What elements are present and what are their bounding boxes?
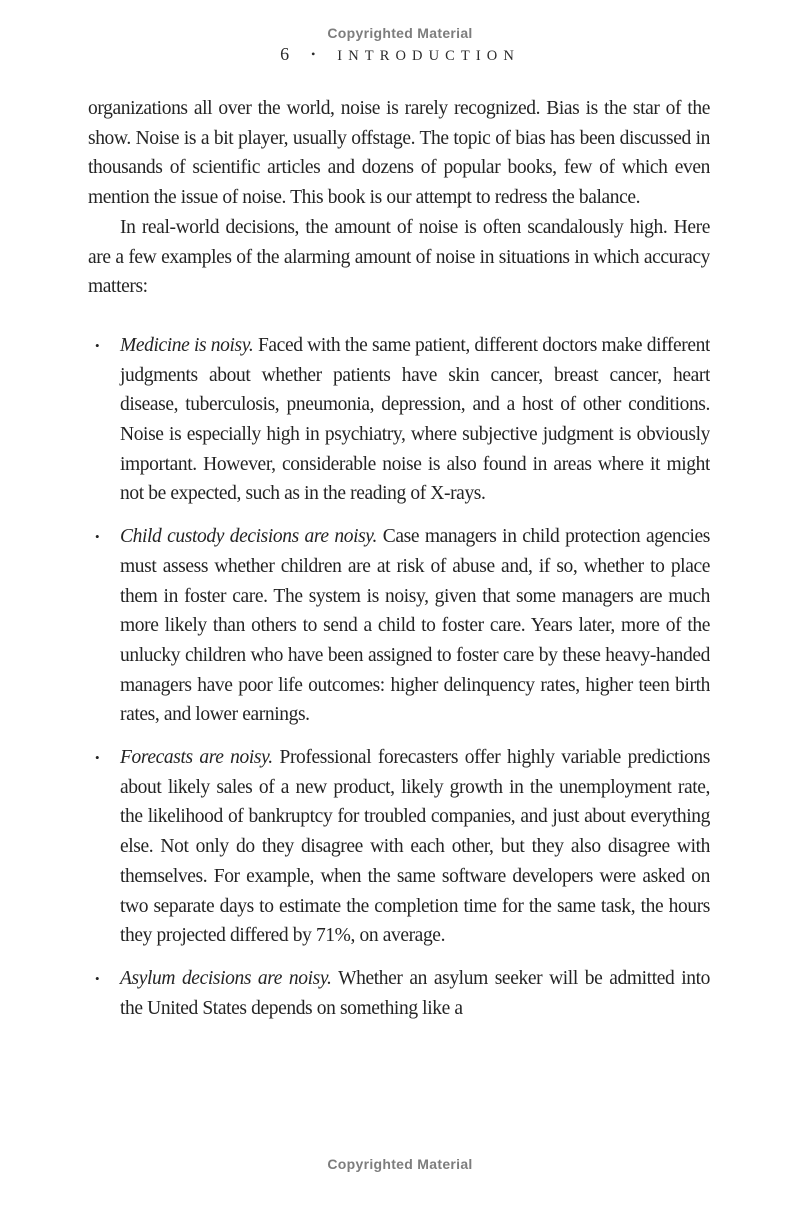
watermark-top: Copyrighted Material bbox=[327, 25, 473, 41]
bullet-lead: Forecasts are noisy. bbox=[120, 747, 273, 769]
bullet-icon: • bbox=[95, 970, 100, 986]
bullet-icon: • bbox=[95, 750, 100, 766]
page-number: 6 bbox=[280, 44, 290, 64]
section-title: INTRODUCTION bbox=[337, 48, 520, 64]
bullet-text: Professional forecasters offer highly variable predictions about likely sales of a new product, likely growth in the unemployment rate, the likelihood of bankruptcy for troubled companies, and just about everything else. Not only do they disagree with each other, but they also disagree with themselves. For example, when the same software developers were asked on two separate days to estimate the completion time for the same task, the hours they projected differed by 71%, on average. bbox=[120, 747, 710, 947]
bullet-text: Case managers in child protection agencies must assess whether children are at risk of abuse and, if so, whether to place them in foster care. The system is noisy, given that some managers are much more likely than others to send a child to foster care. Years later, more of the unlucky children who have been assigned to foster care by these heavy-handed managers have poor life outcomes: higher delinquency rates, higher teen birth rates, and lower earnings. bbox=[120, 526, 710, 726]
list-item-child-custody bbox=[88, 522, 710, 730]
header-separator-icon: • bbox=[311, 47, 316, 61]
examples-bullet-list bbox=[88, 331, 710, 1023]
bullet-icon: • bbox=[95, 529, 100, 545]
paragraph-intro-examples: In real-world decisions, the amount of noise is often scandalously high. Here are a few examples of the alarming amount of noise in situations in which accuracy matters: bbox=[88, 216, 710, 298]
page-header bbox=[0, 44, 800, 65]
paragraph-continuation: organizations all over the world, noise is rarely recognized. Bias is the star of the show. Noise is a bit player, usually offstage. The topic of bias has been discussed in thousands of scientific articles and dozens of popular books, few of which even mention the issue of noise. This book is our attempt to redress the balance. bbox=[88, 98, 710, 209]
bullet-lead: Asylum decisions are noisy. bbox=[120, 967, 332, 989]
watermark-bottom: Copyrighted Material bbox=[327, 1156, 473, 1172]
bullet-lead: Child custody decisions are noisy. bbox=[120, 526, 377, 548]
page-body bbox=[88, 94, 710, 1152]
bullet-lead: Medicine is noisy. bbox=[120, 334, 254, 356]
bullet-text: Faced with the same patient, different doctors make different judgments about whether patients have skin cancer, breast cancer, heart disease, tuberculosis, pneumonia, depression, and a host of other conditions. Noise is especially high in psychiatry, where subjective judgment is obviously important. However, considerable noise is also found in areas where it might not be expected, such as in the reading of X-rays. bbox=[120, 334, 710, 505]
list-item-forecasts bbox=[88, 743, 710, 951]
bullet-text: Whether an asylum seeker will be admitted into the United States depends on something like a bbox=[120, 967, 710, 1019]
list-item-asylum bbox=[88, 964, 710, 1023]
list-item-medicine bbox=[88, 331, 710, 509]
bullet-icon: • bbox=[95, 337, 100, 353]
